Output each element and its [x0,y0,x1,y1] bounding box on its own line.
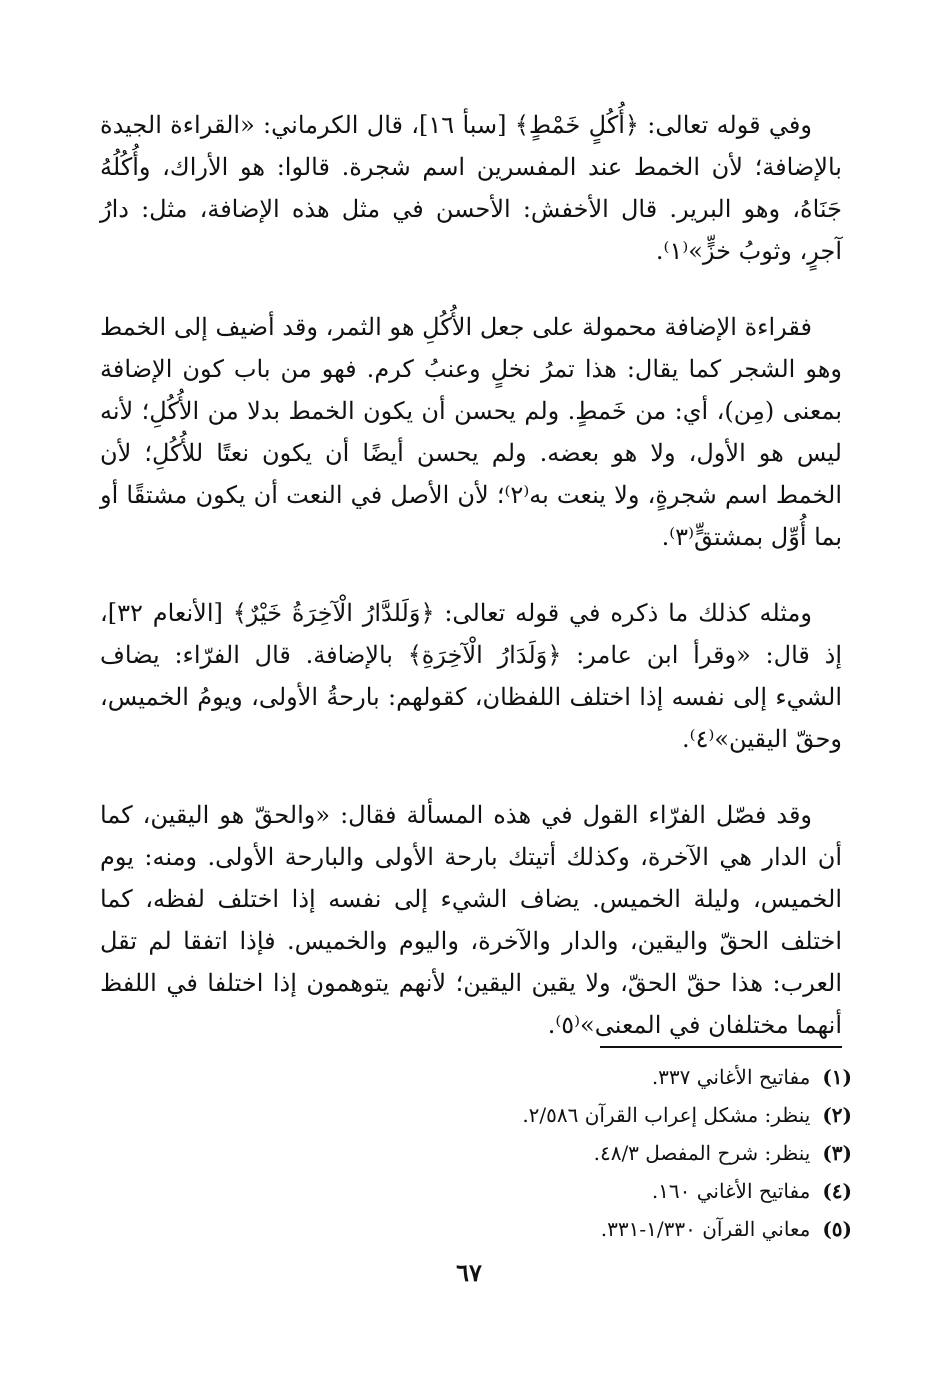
footnote-1 [100,1058,852,1096]
footnote-number: (٥) [822,1217,852,1241]
footnote-3 [100,1134,852,1172]
footnote-divider [600,1046,842,1048]
footnote-text: ينظر: مشكل إعراب القرآن ٢/٥٨٦. [522,1103,811,1127]
page-number: ٦٧ [456,1258,482,1287]
paragraph-3: ومثله كذلك ما ذكره في قوله تعالى: ﴿وَلَلدَّارُ الْآخِرَةُ خَيْرٌ﴾ [الأنعام ٣٢]، إذ قال: «وقرأ ابن عامر: ﴿وَلَدَارُ الْآخِرَةِ﴾ بالإضافة. قال الفرّاء: يضاف الشيء إلى نفسه إذا اختلف اللفظان، كقولهم: بارحةُ الأولى، ويومُ الخميس، وحقّ اليقين»⁽٤⁾. [100,599,842,753]
footnote-5 [100,1210,852,1248]
footnotes-list [100,1058,852,1248]
footnote-number: (٢) [822,1103,852,1127]
footnote-number: (١) [822,1065,852,1089]
footnote-text: معاني القرآن ١/٣٣٠-٣٣١. [600,1217,811,1241]
paragraph-4: وقد فصّل الفرّاء القول في هذه المسألة فقال: «والحقّ هو اليقين، كما أن الدار هي الآخرة، وكذلك أتيتك بارحة الأولى والبارحة الأولى. ومنه: يوم الخميس، وليلة الخميس. يضاف الشيء إلى نفسه إذا اختلف لفظه، كما اختلف الحقّ واليقين، والدار والآخرة، واليوم والخميس. فإذا اتفقا لم تقل العرب: هذا حقّ الحقّ، ولا يقين اليقين؛ لأنهم يتوهمون إذا اختلفا في اللفظ أنهما مختلفان في المعنى»⁽٥⁾. [100,801,842,1039]
footnote-2 [100,1096,852,1134]
footnote-number: (٣) [822,1141,852,1165]
paragraph-2: فقراءة الإضافة محمولة على جعل الأُكُلِ هو الثمر، وقد أضيف إلى الخمط وهو الشجر كما يقال: هذا تمرُ نخلٍ وعنبُ كرم. فهو من باب كون الإضافة بمعنى (مِن)، أي: من خَمطٍ. ولم يحسن أن يكون الخمط بدلا من الأُكُلِ؛ لأنه ليس هو الأول، ولا هو بعضه. ولم يحسن أيضًا أن يكون نعتًا للأُكُلِ؛ لأن الخمط اسم شجرةٍ، ولا ينعت به⁽٢⁾؛ لأن الأصل في النعت أن يكون مشتقًا أو بما أُوِّل بمشتقٍّ⁽٣⁾. [100,313,842,551]
footnote-4 [100,1172,852,1210]
footnote-text: ينظر: شرح المفصل ٤٨/٣. [593,1141,811,1165]
footnote-text: مفاتيح الأغاني ١٦٠. [651,1179,811,1203]
footnote-number: (٤) [822,1179,852,1203]
paragraph-1: وفي قوله تعالى: ﴿أُكُلٍ خَمْطٍ﴾ [سبأ ١٦]، قال الكرماني: «القراءة الجيدة بالإضافة؛ لأن الخمط عند المفسرين اسم شجرة. قالوا: هو الأراك، وأُكُلُهُ جَنَاهُ، وهو البرير. قال الأخفش: الأحسن في مثل هذه الإضافة، مثل: دارُ آجرٍ، وثوبُ خزٍّ»⁽١⁾. [100,111,842,265]
main-text [100,104,842,1080]
footnote-text: مفاتيح الأغاني ٣٣٧. [651,1065,811,1089]
